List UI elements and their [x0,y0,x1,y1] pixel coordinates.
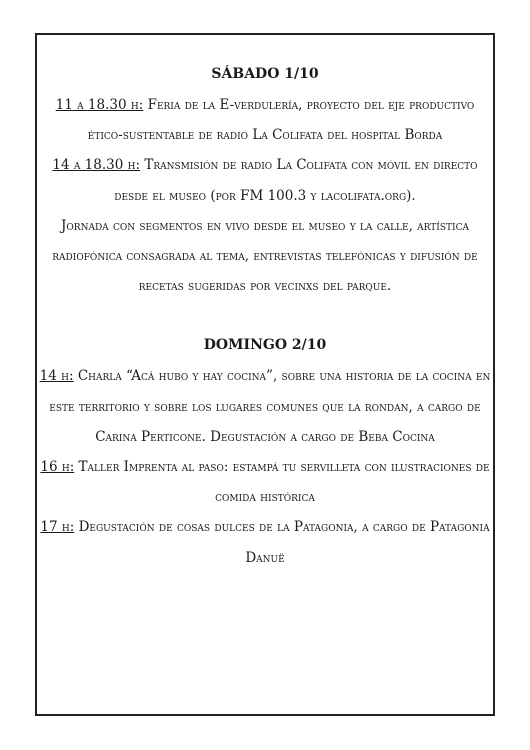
event-time: 14 a 18.30 h: [52,157,141,174]
saturday-event-2 [37,150,493,210]
event-time: 14 h: [39,368,74,385]
event-description: Charla “Acá hubo y hay cocina”, sobre una historia de la cocina en este territorio y sobre los lugares comunes que la rondan, a cargo de Carina Perticone. Degustación a cargo de Beba Cocina [49,368,491,445]
saturday-heading: SÁBADO 1/10 [211,66,319,82]
event-description: Feria de la E-verdulería, proyecto del eje productivo ético-sustentable de radio La Colifata del hospital Borda [87,97,475,144]
sunday-event-1 [37,361,493,452]
event-description: Transmisión de radio La Colifata con móvil en directo desde el museo (por FM 100.3 y lacolifata.org). [114,157,478,204]
event-time: 17 h: [40,519,75,536]
sunday-event-3 [37,512,493,572]
sunday-event-2 [37,452,493,512]
event-description: Degustación de cosas dulces de la Patagonia, a cargo de Patagonia Danuë [74,519,490,566]
event-time: 11 a 18.30 h: [55,97,144,113]
sunday-heading: DOMINGO 2/10 [203,337,327,354]
saturday-event-1 [37,90,493,150]
saturday-note: Jornada con segmentos en vivo desde el museo y la calle, artística radiofónica consagrada al tema, entrevistas telefónicas y difusión de recetas sugeridas por vecinxs del parque. [52,217,478,295]
event-time: 16 h: [40,459,75,476]
event-description: Taller Imprenta al paso: estampá tu servilleta con ilustraciones de comida histórica [74,459,490,506]
program-content [37,58,493,573]
